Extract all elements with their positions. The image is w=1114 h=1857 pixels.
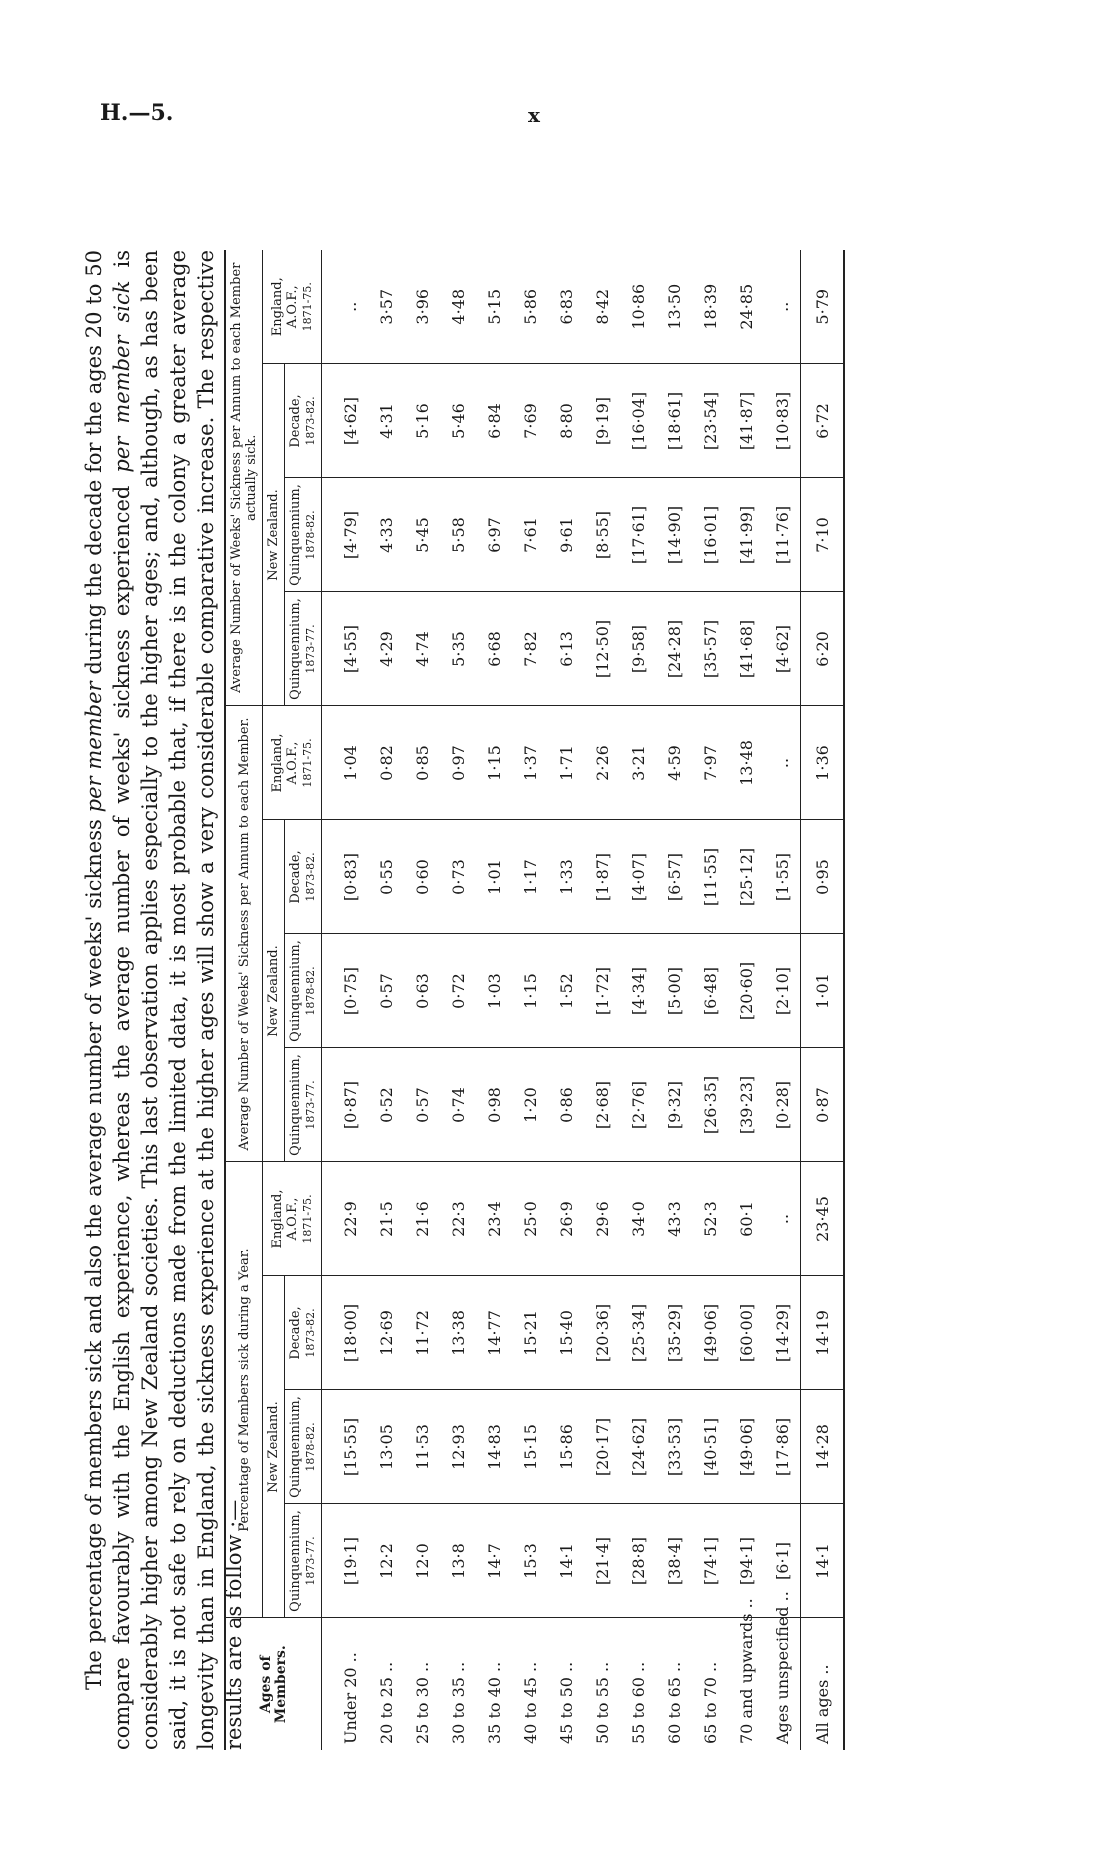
value-cell: [8·55] <box>584 478 620 592</box>
value-cell: [17·86] <box>764 1390 801 1504</box>
col-header-quinq-1878: Quinquennium, 1878-82. <box>285 1390 322 1504</box>
table-row <box>801 250 845 1750</box>
age-cell: 40 to 45 .. <box>520 1661 540 1744</box>
value-cell: [16·04] <box>620 364 656 478</box>
value-cell: 6·97 <box>476 478 512 592</box>
nz-header: New Zealand. <box>263 820 285 1162</box>
age-cell: 70 and upwards .. <box>736 1598 756 1744</box>
value-cell: .. <box>322 250 369 364</box>
value-cell: 5·45 <box>404 478 440 592</box>
value-cell: [26·35] <box>692 1048 728 1162</box>
value-cell: [2·68] <box>584 1048 620 1162</box>
group-header-percentage: Percentage of Members sick during a Year. <box>225 1162 263 1618</box>
value-cell: [4·62] <box>322 364 369 478</box>
value-cell: [6·1] <box>764 1504 801 1618</box>
value-cell: 11·53 <box>404 1390 440 1504</box>
value-cell: [20·60] <box>728 934 764 1048</box>
ages-header: Ages of Members. <box>225 1618 322 1750</box>
value-cell: 11·72 <box>404 1276 440 1390</box>
value-cell: 0·85 <box>404 706 440 820</box>
value-cell: [20·36] <box>584 1276 620 1390</box>
table-row <box>404 250 440 1750</box>
value-cell: [12·50] <box>584 592 620 706</box>
value-cell: [25·34] <box>620 1276 656 1390</box>
value-cell: 34·0 <box>620 1162 656 1276</box>
value-cell: 21·5 <box>368 1162 404 1276</box>
value-cell: [18·61] <box>656 364 692 478</box>
value-cell: 25·0 <box>512 1162 548 1276</box>
table-row <box>656 250 692 1750</box>
value-cell: [24·28] <box>656 592 692 706</box>
value-cell: [0·28] <box>764 1048 801 1162</box>
value-cell: [18·00] <box>322 1276 369 1390</box>
value-cell: [1·87] <box>584 820 620 934</box>
value-cell: 4·48 <box>440 250 476 364</box>
group-header-weeks-per-sick: Average Number of Weeks' Sickness per Annum to each Member actually sick. <box>225 250 263 706</box>
value-cell: 13·50 <box>656 250 692 364</box>
value-cell: 1·36 <box>801 706 845 820</box>
value-cell: [2·76] <box>620 1048 656 1162</box>
value-cell: 3·96 <box>404 250 440 364</box>
value-cell: 9·61 <box>548 478 584 592</box>
value-cell: 5·16 <box>404 364 440 478</box>
page-numeral: x <box>528 103 540 127</box>
value-cell: [11·55] <box>692 820 728 934</box>
value-cell: 15·15 <box>512 1390 548 1504</box>
value-cell: [25·12] <box>728 820 764 934</box>
nz-header: New Zealand. <box>263 364 285 706</box>
value-cell: [10·83] <box>764 364 801 478</box>
value-cell: 5·35 <box>440 592 476 706</box>
value-cell: 26·9 <box>548 1162 584 1276</box>
value-cell: 13·48 <box>728 706 764 820</box>
table-row <box>476 250 512 1750</box>
age-cell: Ages unspecified .. <box>772 1591 792 1744</box>
value-cell: [49·06] <box>728 1390 764 1504</box>
value-cell: 0·72 <box>440 934 476 1048</box>
value-cell: 0·82 <box>368 706 404 820</box>
value-cell: [6·57] <box>656 820 692 934</box>
paragraph-part-2: during the decade for the ages 20 to 50 compare favourably with the English experience, whereas the average number of weeks' sickness experienced <box>82 250 134 1750</box>
value-cell: 8·80 <box>548 364 584 478</box>
col-header-england: England, A.O.F., 1871-75. <box>263 1162 322 1276</box>
value-cell: 14·83 <box>476 1390 512 1504</box>
value-cell: 0·60 <box>404 820 440 934</box>
col-header-quinq-1878: Quinquennium, 1878-82. <box>285 478 322 592</box>
col-header-quinq-1873: Quinquennium, 1873-77. <box>285 1048 322 1162</box>
value-cell: [9·19] <box>584 364 620 478</box>
value-cell: [5·00] <box>656 934 692 1048</box>
value-cell: 29·6 <box>584 1162 620 1276</box>
value-cell: 5·15 <box>476 250 512 364</box>
rotated-content <box>80 250 900 1750</box>
value-cell: 1·03 <box>476 934 512 1048</box>
table-row <box>368 250 404 1750</box>
value-cell: 8·42 <box>584 250 620 364</box>
table-body <box>322 250 845 1750</box>
value-cell: [38·4] <box>656 1504 692 1618</box>
value-cell: 24·85 <box>728 250 764 364</box>
value-cell: 7·69 <box>512 364 548 478</box>
italic-per-member: per member <box>82 681 106 813</box>
value-cell: [74·1] <box>692 1504 728 1618</box>
value-cell: 13·8 <box>440 1504 476 1618</box>
value-cell: 1·52 <box>548 934 584 1048</box>
value-cell: 15·3 <box>512 1504 548 1618</box>
value-cell: 0·86 <box>548 1048 584 1162</box>
value-cell: [41·68] <box>728 592 764 706</box>
value-cell: 0·98 <box>476 1048 512 1162</box>
col-header-england: England, A.O.F., 1871-75. <box>263 706 322 820</box>
value-cell: 14·19 <box>801 1276 845 1390</box>
value-cell: 1·15 <box>512 934 548 1048</box>
value-cell: 6·20 <box>801 592 845 706</box>
age-cell: 55 to 60 .. <box>628 1661 648 1744</box>
value-cell: 6·72 <box>801 364 845 478</box>
table-row <box>548 250 584 1750</box>
value-cell: 6·13 <box>548 592 584 706</box>
value-cell: 0·52 <box>368 1048 404 1162</box>
value-cell: 0·95 <box>801 820 845 934</box>
value-cell: 4·59 <box>656 706 692 820</box>
value-cell: 6·83 <box>548 250 584 364</box>
value-cell: [16·01] <box>692 478 728 592</box>
value-cell: [4·34] <box>620 934 656 1048</box>
value-cell: 22·3 <box>440 1162 476 1276</box>
intro-paragraph <box>80 250 248 1750</box>
age-cell: 60 to 65 .. <box>664 1661 684 1744</box>
group-header-weeks-per-member: Average Number of Weeks' Sickness per Annum to each Member. <box>225 706 263 1162</box>
value-cell: [41·99] <box>728 478 764 592</box>
value-cell: [9·58] <box>620 592 656 706</box>
value-cell: [39·23] <box>728 1048 764 1162</box>
value-cell: [4·79] <box>322 478 369 592</box>
value-cell: [60·00] <box>728 1276 764 1390</box>
value-cell: 0·57 <box>404 1048 440 1162</box>
value-cell: 3·57 <box>368 250 404 364</box>
col-header-decade: Decade, 1873-82. <box>285 820 322 934</box>
value-cell: 1·01 <box>476 820 512 934</box>
paragraph-part-1: The percentage of members sick and also the average number of weeks' sickness <box>82 812 106 1690</box>
col-header-quinq-1873: Quinquennium, 1873-77. <box>285 1504 322 1618</box>
value-cell: 0·55 <box>368 820 404 934</box>
value-cell: 12·69 <box>368 1276 404 1390</box>
value-cell: 1·04 <box>322 706 369 820</box>
value-cell: 15·86 <box>548 1390 584 1504</box>
value-cell: 3·21 <box>620 706 656 820</box>
value-cell: [4·62] <box>764 592 801 706</box>
table-row <box>512 250 548 1750</box>
value-cell: 1·33 <box>548 820 584 934</box>
value-cell: [4·55] <box>322 592 369 706</box>
value-cell: 5·79 <box>801 250 845 364</box>
value-cell: 12·93 <box>440 1390 476 1504</box>
value-cell: [0·83] <box>322 820 369 934</box>
value-cell: 0·57 <box>368 934 404 1048</box>
table-row <box>764 250 801 1750</box>
table-row <box>692 250 728 1750</box>
age-cell: 50 to 55 .. <box>592 1661 612 1744</box>
value-cell: [14·29] <box>764 1276 801 1390</box>
col-header-england: England, A.O.F., 1871-75. <box>263 250 322 364</box>
value-cell: 22·9 <box>322 1162 369 1276</box>
value-cell: 0·97 <box>440 706 476 820</box>
table-row <box>440 250 476 1750</box>
paragraph-part-3: is considerably higher among New Zealand societies. This last observation applies especially to the higher ages; and, although, as has been said, it is not safe to rely on deductions made from the limited data, it is most probable that, if there is in the colony a greater average longevity than in England, the sickness experience at the higher ages will show a very considerable comparative increase. The respective results are as follow :— <box>110 250 246 1750</box>
value-cell: [0·87] <box>322 1048 369 1162</box>
value-cell: 14·1 <box>548 1504 584 1618</box>
value-cell: [33·53] <box>656 1390 692 1504</box>
table-row <box>620 250 656 1750</box>
value-cell: 15·40 <box>548 1276 584 1390</box>
age-cell: 25 to 30 .. <box>412 1661 432 1744</box>
sickness-table <box>224 250 845 1750</box>
col-header-quinq-1873: Quinquennium, 1873-77. <box>285 592 322 706</box>
value-cell: 0·73 <box>440 820 476 934</box>
value-cell: 12·2 <box>368 1504 404 1618</box>
value-cell: 18·39 <box>692 250 728 364</box>
value-cell: [35·57] <box>692 592 728 706</box>
value-cell: 14·1 <box>801 1504 845 1618</box>
value-cell: .. <box>764 250 801 364</box>
value-cell: 12·0 <box>404 1504 440 1618</box>
value-cell: [23·54] <box>692 364 728 478</box>
value-cell: 43·3 <box>656 1162 692 1276</box>
value-cell: 1·37 <box>512 706 548 820</box>
value-cell: [35·29] <box>656 1276 692 1390</box>
value-cell: [6·48] <box>692 934 728 1048</box>
value-cell: [1·72] <box>584 934 620 1048</box>
value-cell: [28·8] <box>620 1504 656 1618</box>
age-cell: 35 to 40 .. <box>484 1661 504 1744</box>
value-cell: [1·55] <box>764 820 801 934</box>
value-cell: 1·17 <box>512 820 548 934</box>
value-cell: 1·15 <box>476 706 512 820</box>
value-cell: 14·77 <box>476 1276 512 1390</box>
value-cell: 52·3 <box>692 1162 728 1276</box>
value-cell: [19·1] <box>322 1504 369 1618</box>
value-cell: 7·97 <box>692 706 728 820</box>
value-cell: 0·87 <box>801 1048 845 1162</box>
value-cell: [15·55] <box>322 1390 369 1504</box>
page-code: H.—5. <box>100 100 174 126</box>
table-row <box>728 250 764 1750</box>
age-cell: All ages .. <box>801 1618 845 1750</box>
value-cell: 1·71 <box>548 706 584 820</box>
value-cell: [9·32] <box>656 1048 692 1162</box>
value-cell: 21·6 <box>404 1162 440 1276</box>
value-cell: 5·58 <box>440 478 476 592</box>
value-cell: 23·45 <box>801 1162 845 1276</box>
value-cell: 1·01 <box>801 934 845 1048</box>
value-cell: 10·86 <box>620 250 656 364</box>
value-cell: 6·68 <box>476 592 512 706</box>
value-cell: [2·10] <box>764 934 801 1048</box>
col-header-quinq-1878: Quinquennium, 1878-82. <box>285 934 322 1048</box>
value-cell: [20·17] <box>584 1390 620 1504</box>
value-cell: 4·31 <box>368 364 404 478</box>
value-cell: 5·86 <box>512 250 548 364</box>
value-cell: 2·26 <box>584 706 620 820</box>
col-header-decade: Decade, 1873-82. <box>285 1276 322 1390</box>
value-cell: 7·61 <box>512 478 548 592</box>
value-cell: [21·4] <box>584 1504 620 1618</box>
value-cell: [4·07] <box>620 820 656 934</box>
value-cell: 0·74 <box>440 1048 476 1162</box>
value-cell: 13·38 <box>440 1276 476 1390</box>
value-cell: 0·63 <box>404 934 440 1048</box>
table-row <box>584 250 620 1750</box>
italic-per-member-sick: per member sick <box>110 280 134 473</box>
value-cell: 6·84 <box>476 364 512 478</box>
value-cell: .. <box>764 1162 801 1276</box>
value-cell: 14·28 <box>801 1390 845 1504</box>
age-cell: 30 to 35 .. <box>448 1661 468 1744</box>
col-header-decade: Decade, 1873-82. <box>285 364 322 478</box>
value-cell: [40·51] <box>692 1390 728 1504</box>
value-cell: [24·62] <box>620 1390 656 1504</box>
value-cell: [49·06] <box>692 1276 728 1390</box>
value-cell: 5·46 <box>440 364 476 478</box>
value-cell: [14·90] <box>656 478 692 592</box>
value-cell: [0·75] <box>322 934 369 1048</box>
value-cell: 23·4 <box>476 1162 512 1276</box>
value-cell: 7·82 <box>512 592 548 706</box>
value-cell: 4·74 <box>404 592 440 706</box>
value-cell: [94·1] <box>728 1504 764 1618</box>
nz-header: New Zealand. <box>263 1276 285 1618</box>
age-cell: Under 20 .. <box>340 1652 360 1744</box>
age-cell: 20 to 25 .. <box>376 1661 396 1744</box>
value-cell: 60·1 <box>728 1162 764 1276</box>
value-cell: 4·29 <box>368 592 404 706</box>
value-cell: 1·20 <box>512 1048 548 1162</box>
table-row <box>322 250 369 1750</box>
value-cell: 13·05 <box>368 1390 404 1504</box>
value-cell: 4·33 <box>368 478 404 592</box>
value-cell: [11·76] <box>764 478 801 592</box>
value-cell: .. <box>764 706 801 820</box>
value-cell: 7·10 <box>801 478 845 592</box>
age-cell: 65 to 70 .. <box>700 1661 720 1744</box>
age-cell: 45 to 50 .. <box>556 1661 576 1744</box>
value-cell: 14·7 <box>476 1504 512 1618</box>
value-cell: 15·21 <box>512 1276 548 1390</box>
value-cell: [17·61] <box>620 478 656 592</box>
value-cell: [41·87] <box>728 364 764 478</box>
